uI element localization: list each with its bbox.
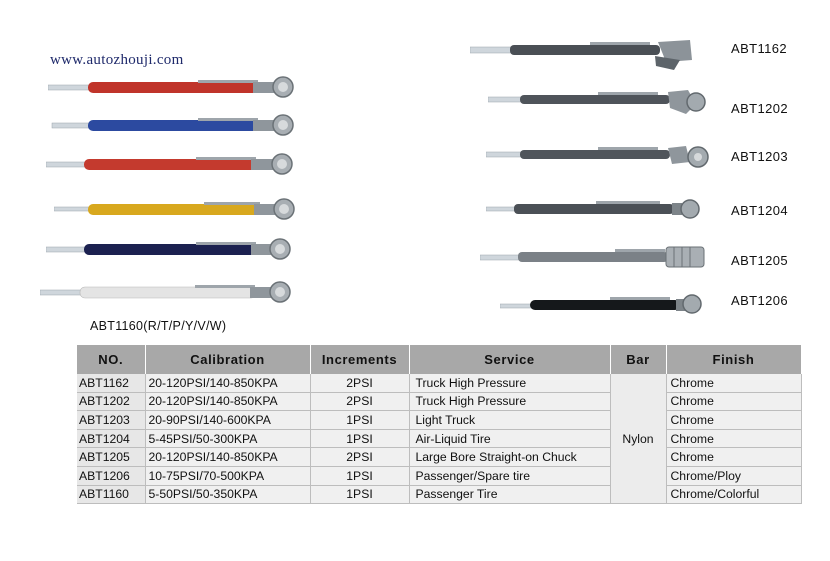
cell-calibration: 20-90PSI/140-600KPA: [145, 411, 310, 430]
series-label: ABT1160(R/T/P/Y/V/W): [90, 319, 227, 333]
cell-service: Passenger Tire: [409, 485, 610, 504]
code-abt1206: ABT1206: [731, 293, 789, 308]
spec-table: [77, 345, 802, 504]
code-abt1162: ABT1162: [731, 41, 788, 56]
cell-finish: Chrome: [666, 392, 801, 411]
header-no: NO.: [77, 345, 145, 374]
cell-service: Large Bore Straight-on Chuck: [409, 448, 610, 467]
cell-no: ABT1204: [77, 429, 145, 448]
cell-finish: Chrome: [666, 429, 801, 448]
pen-gauge-red: [46, 153, 296, 179]
cell-no: ABT1205: [77, 448, 145, 467]
cell-service: Air-Liquid Tire: [409, 429, 610, 448]
cell-increments: 1PSI: [310, 466, 409, 485]
pen-gauge-white: [40, 281, 295, 307]
cell-no: ABT1206: [77, 466, 145, 485]
gauge-abt1202-image: [488, 88, 718, 124]
cell-increments: 1PSI: [310, 429, 409, 448]
code-abt1202: ABT1202: [731, 101, 789, 116]
header-service: Service: [409, 345, 610, 374]
gauge-abt1204-image: [486, 196, 716, 224]
table-row: [77, 448, 801, 467]
code-abt1205: ABT1205: [731, 253, 789, 268]
code-abt1204: ABT1204: [731, 203, 789, 218]
cell-bar: Nylon: [610, 374, 666, 504]
table-row: [77, 392, 801, 411]
cell-increments: 2PSI: [310, 448, 409, 467]
cell-service: Truck High Pressure: [409, 374, 610, 392]
cell-no: ABT1160: [77, 485, 145, 504]
cell-increments: 1PSI: [310, 485, 409, 504]
pen-gauge-navy: [46, 238, 296, 264]
cell-finish: Chrome: [666, 448, 801, 467]
cell-finish: Chrome/Ploy: [666, 466, 801, 485]
cell-calibration: 10-75PSI/70-500KPA: [145, 466, 310, 485]
gauge-abt1162-image: [470, 36, 720, 76]
header-calibration: Calibration: [145, 345, 310, 374]
gauge-abt1206-image: [500, 290, 710, 318]
code-abt1203: ABT1203: [731, 149, 789, 164]
table-row: [77, 466, 801, 485]
table-header-row: [77, 345, 801, 374]
header-increments: Increments: [310, 345, 409, 374]
cell-finish: Chrome: [666, 374, 801, 392]
table-row: [77, 429, 801, 448]
cell-calibration: 20-120PSI/140-850KPA: [145, 374, 310, 392]
pen-gauge-yellow: [54, 198, 299, 224]
cell-calibration: 5-45PSI/50-300KPA: [145, 429, 310, 448]
gauge-abt1205-image: [480, 243, 710, 271]
cell-service: Light Truck: [409, 411, 610, 430]
cell-calibration: 20-120PSI/140-850KPA: [145, 448, 310, 467]
cell-no: ABT1203: [77, 411, 145, 430]
header-finish: Finish: [666, 345, 801, 374]
cell-no: ABT1162: [77, 374, 145, 392]
pen-gauge-red: [48, 76, 298, 102]
header-bar: Bar: [610, 345, 666, 374]
table-row: [77, 485, 801, 504]
cell-increments: 2PSI: [310, 392, 409, 411]
cell-no: ABT1202: [77, 392, 145, 411]
cell-increments: 2PSI: [310, 374, 409, 392]
cell-service: Truck High Pressure: [409, 392, 610, 411]
pen-gauge-blue: [48, 114, 298, 140]
website-url: www.autozhouji.com: [50, 52, 184, 68]
cell-finish: Chrome: [666, 411, 801, 430]
cell-service: Passenger/Spare tire: [409, 466, 610, 485]
cell-calibration: 5-50PSI/50-350KPA: [145, 485, 310, 504]
cell-increments: 1PSI: [310, 411, 409, 430]
table-row: [77, 411, 801, 430]
cell-finish: Chrome/Colorful: [666, 485, 801, 504]
gauge-abt1203-image: [486, 140, 716, 176]
table-row: [77, 374, 801, 392]
cell-calibration: 20-120PSI/140-850KPA: [145, 392, 310, 411]
